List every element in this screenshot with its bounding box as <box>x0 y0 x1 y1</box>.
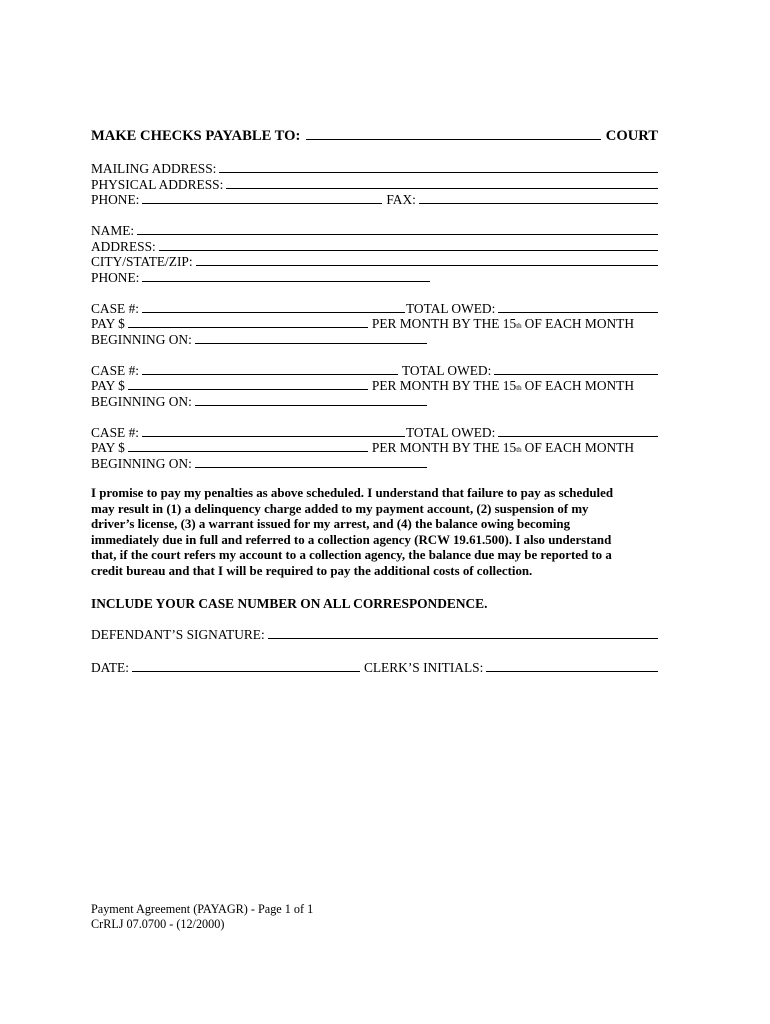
physical-address-row <box>91 177 658 193</box>
case-3-each-month-label: OF EACH MONTH <box>524 440 635 455</box>
defendant-city-field[interactable] <box>196 254 658 266</box>
case-number-notice <box>91 596 658 612</box>
case-1-total-owed-field[interactable] <box>498 301 658 313</box>
court-phone-field[interactable] <box>142 192 382 204</box>
case-1-number-label: CASE #: <box>91 301 139 316</box>
fax-label: FAX: <box>386 192 416 207</box>
case-2-pay-amount-field[interactable] <box>128 378 368 390</box>
court-phone-label: PHONE: <box>91 192 140 207</box>
mailing-address-label: MAILING ADDRESS: <box>91 161 217 176</box>
date-clerk-row <box>91 660 658 676</box>
notice-text: INCLUDE YOUR CASE NUMBER ON ALL CORRESPONDENCE. <box>91 596 488 611</box>
defendant-phone-field[interactable] <box>142 270 430 282</box>
case-2-pay-row: PAY $ PER MONTH BY THE 15 th OF EACH MONTH <box>91 378 635 393</box>
case-3-number-row <box>91 425 658 441</box>
fax-field[interactable] <box>419 192 658 204</box>
case-3-beginning-label: BEGINNING ON: <box>91 456 192 471</box>
case-3-total-owed-label: TOTAL OWED: <box>406 425 496 440</box>
case-2-beginning-row <box>91 394 658 410</box>
case-3-number-field[interactable] <box>142 425 405 437</box>
case-2-pay-label: PAY $ <box>91 378 125 393</box>
case-1-pay-amount-field[interactable] <box>128 316 368 328</box>
footer-line-1: Payment Agreement (PAYAGR) - Page 1 of 1 <box>91 902 314 916</box>
defendant-phone-row <box>91 270 658 286</box>
case-3-pay-row: PAY $ PER MONTH BY THE 15 th OF EACH MONTH <box>91 440 635 455</box>
case-1-number-field[interactable] <box>142 301 405 313</box>
payment-agreement-form <box>91 0 658 1024</box>
promise-line: driver’s license, (3) a warrant issued for my arrest, and (4) the balance owing becoming <box>91 517 571 532</box>
case-3-beginning-row <box>91 456 658 472</box>
case-2-number-label: CASE #: <box>91 363 139 378</box>
defendant-city-label: CITY/STATE/ZIP: <box>91 254 193 269</box>
mailing-address-row <box>91 161 658 177</box>
clerk-initials-label: CLERK’S INITIALS: <box>363 660 484 675</box>
case-3-pay-label: PAY $ <box>91 440 125 455</box>
case-1-per-month-label: PER MONTH BY THE 15 <box>371 316 517 331</box>
physical-address-field[interactable] <box>226 177 658 189</box>
case-3-pay-amount-field[interactable] <box>128 440 368 452</box>
defendant-signature-field[interactable] <box>268 627 658 639</box>
case-3-beginning-field[interactable] <box>195 456 427 468</box>
page-footer <box>91 902 313 932</box>
court-name-field[interactable] <box>306 128 600 140</box>
court-label: COURT <box>605 128 658 144</box>
case-1-each-month-label: OF EACH MONTH <box>524 316 635 331</box>
defendant-address-field[interactable] <box>159 239 658 251</box>
case-2-number-row <box>91 363 658 379</box>
case-1-pay-row: PAY $ PER MONTH BY THE 15 th OF EACH MONTH <box>91 316 635 331</box>
case-1-number-row <box>91 301 658 317</box>
case-3-total-owed-field[interactable] <box>498 425 658 437</box>
date-label: DATE: <box>91 660 129 675</box>
case-1-beginning-label: BEGINNING ON: <box>91 332 192 347</box>
case-3-per-month-label: PER MONTH BY THE 15 <box>371 440 517 455</box>
court-phone-fax-row <box>91 192 658 208</box>
footer-line-2: CrRLJ 07.0700 - (12/2000) <box>91 917 225 931</box>
defendant-address-label: ADDRESS: <box>91 239 156 254</box>
case-1-pay-label: PAY $ <box>91 316 125 331</box>
promise-line: may result in (1) a delinquency charge added to my payment account, (2) suspension of my <box>91 501 589 516</box>
payable-to-label: MAKE CHECKS PAYABLE TO: <box>91 128 301 144</box>
mailing-address-field[interactable] <box>219 161 658 173</box>
case-2-each-month-label: OF EACH MONTH <box>524 378 635 393</box>
case-2-total-owed-field[interactable] <box>494 363 658 375</box>
clerk-initials-field[interactable] <box>486 660 658 672</box>
defendant-city-row <box>91 254 658 270</box>
case-2-number-field[interactable] <box>142 363 398 375</box>
case-2-beginning-field[interactable] <box>195 394 427 406</box>
promise-line: that, if the court refers my account to a collection agency, the balance due may be reported to a <box>91 548 612 563</box>
case-1-total-owed-label: TOTAL OWED: <box>406 301 496 316</box>
date-field[interactable] <box>132 660 360 672</box>
payable-to-row <box>91 128 658 145</box>
case-3-number-label: CASE #: <box>91 425 139 440</box>
defendant-address-row <box>91 239 658 255</box>
promise-line: I promise to pay my penalties as above scheduled. I understand that failure to pay as scheduled <box>91 486 614 500</box>
defendant-phone-label: PHONE: <box>91 270 140 285</box>
promise-line: immediately due in full and referred to a collection agency (RCW 19.61.500). I also understand <box>91 532 612 547</box>
promise-line: credit bureau and that I will be required to pay the additional costs of collection. <box>91 563 533 578</box>
defendant-signature-row <box>91 627 658 643</box>
physical-address-label: PHYSICAL ADDRESS: <box>91 177 224 192</box>
defendant-signature-label: DEFENDANT’S SIGNATURE: <box>91 627 265 642</box>
case-2-per-month-label: PER MONTH BY THE 15 <box>371 378 517 393</box>
case-1-beginning-field[interactable] <box>195 332 427 344</box>
promise-paragraph <box>91 486 658 580</box>
case-2-total-owed-label: TOTAL OWED: <box>402 363 492 378</box>
defendant-name-label: NAME: <box>91 223 135 238</box>
defendant-name-row <box>91 223 658 239</box>
case-2-beginning-label: BEGINNING ON: <box>91 394 192 409</box>
case-1-beginning-row <box>91 332 658 348</box>
defendant-name-field[interactable] <box>137 223 658 235</box>
